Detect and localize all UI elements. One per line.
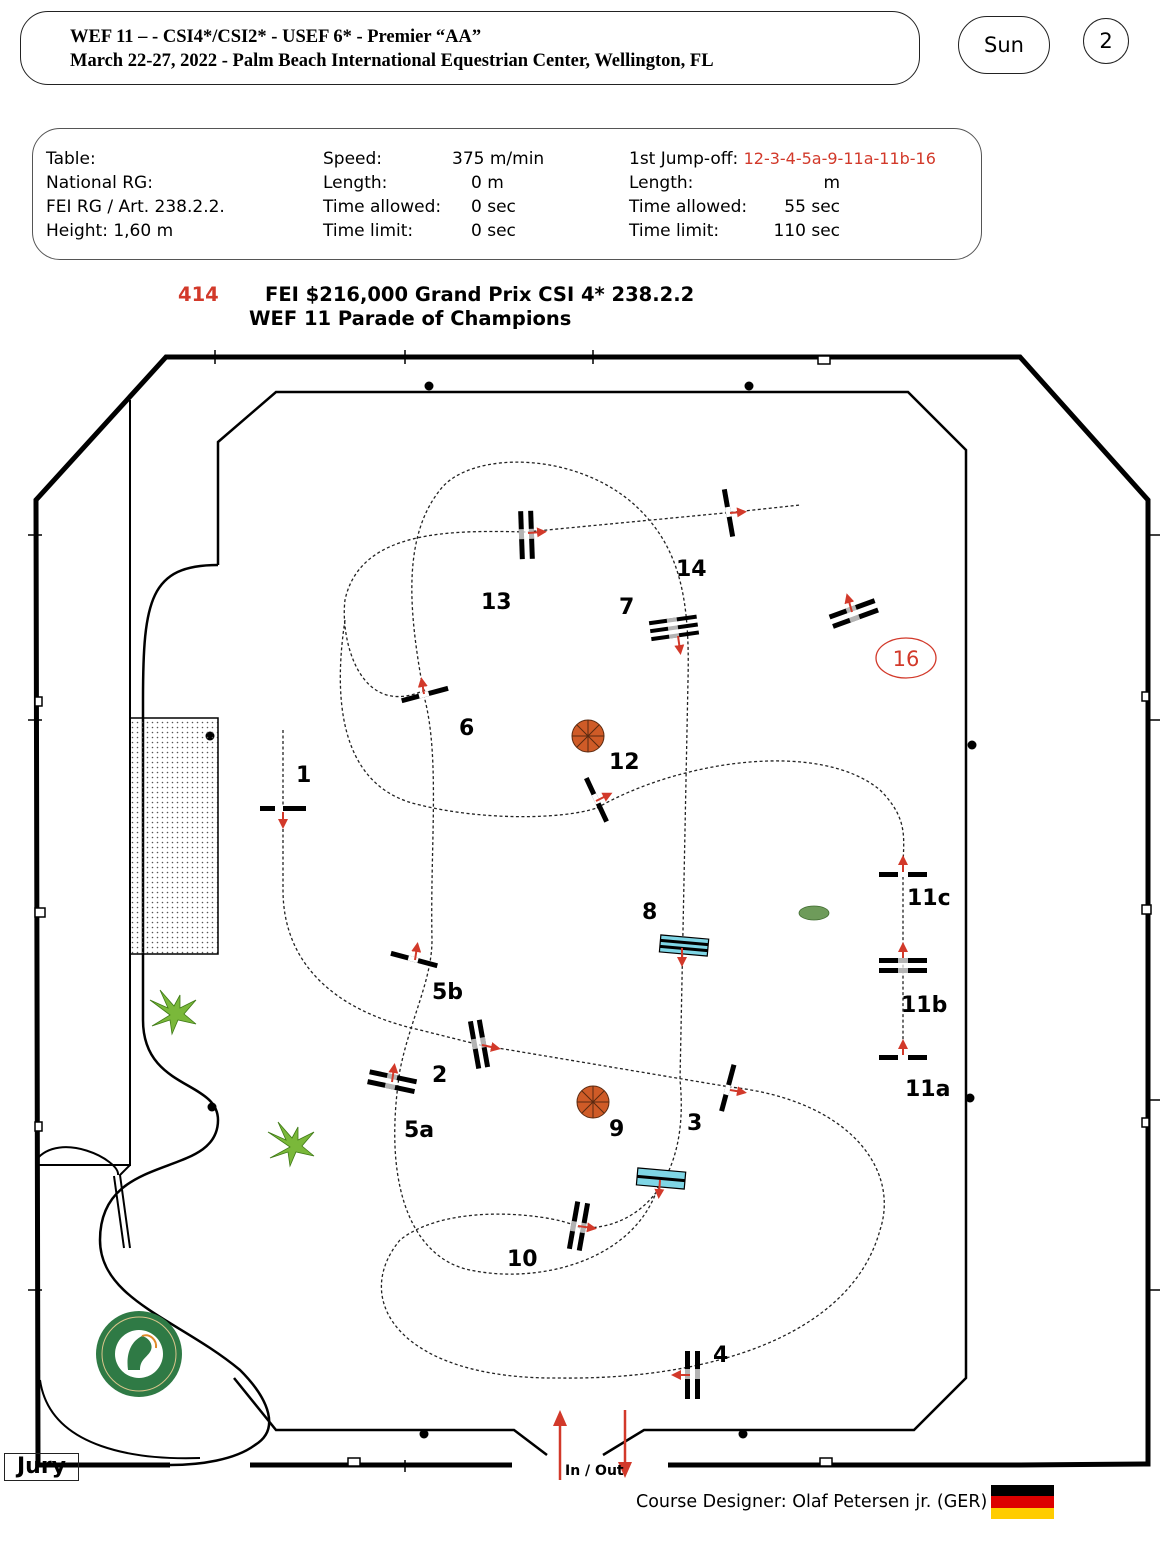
- obstacle-labels: [296, 557, 951, 1368]
- flag-stripe-gold: [991, 1508, 1054, 1519]
- info-national-rg: National RG:: [46, 173, 153, 193]
- obstacle-7-arrow: [678, 636, 680, 650]
- obstacle-9: [636, 1168, 685, 1189]
- info-time-limit-value: 0 sec: [471, 221, 516, 241]
- left-alley: [36, 400, 130, 1248]
- label-obstacle-8: 8: [642, 900, 658, 925]
- info-time-allowed-label: Time allowed:: [323, 197, 442, 217]
- entrance-in-arrowhead: [553, 1410, 567, 1426]
- info-jo-length-value: m: [823, 173, 840, 193]
- label-obstacle-7: 7: [619, 595, 635, 620]
- umbrella-decoration: [572, 720, 604, 752]
- obstacle-14-arrow: [730, 512, 742, 513]
- flag-stripe-red: [991, 1496, 1054, 1507]
- page-number-badge: 2: [1083, 18, 1129, 64]
- info-length-label: Length:: [323, 173, 388, 193]
- label-obstacle-11a: 11a: [905, 1077, 951, 1102]
- label-obstacle-6: 6: [459, 716, 475, 741]
- info-time-allowed-value: 0 sec: [471, 197, 516, 217]
- info-jo-time-limit-value: 110 sec: [773, 221, 840, 241]
- germany-flag: [991, 1485, 1054, 1519]
- label-obstacle-2: 2: [432, 1063, 448, 1088]
- event-dates-venue: March 22-27, 2022 - Palm Beach International Equestrian Center, Wellington, FL: [70, 51, 714, 71]
- info-jo-time-limit-label: Time limit:: [629, 221, 720, 241]
- label-obstacle-11c: 11c: [907, 886, 951, 911]
- label-obstacle-14: 14: [676, 557, 707, 582]
- info-jumpoff-label: 1st Jump-off:: [629, 149, 739, 169]
- info-jumpoff-sequence: 12-3-4-5a-9-11a-11b-16: [743, 149, 936, 168]
- obstacle-1: [260, 806, 306, 824]
- light-poles: [206, 382, 977, 1439]
- class-subtitle: WEF 11 Parade of Champions: [249, 307, 572, 330]
- info-length-value: 0 m: [471, 173, 504, 193]
- class-number: 414: [178, 283, 219, 306]
- lower-left-curve: [36, 1147, 118, 1175]
- obstacle-3: [719, 1064, 736, 1112]
- info-speed-label: Speed:: [323, 149, 383, 169]
- info-table-label: Table:: [46, 149, 96, 169]
- judges-stand: [130, 718, 218, 954]
- inner-arena-ring: [218, 392, 966, 1455]
- info-jo-length-label: Length:: [629, 173, 694, 193]
- shrub-decoration: [799, 906, 829, 920]
- obstacle-16: [829, 598, 879, 629]
- obstacle-6-arrow: [422, 682, 424, 694]
- label-obstacle-1: 1: [296, 763, 312, 788]
- obstacle-9-arrow: [659, 1180, 660, 1194]
- info-speed-value: 375 m/min: [452, 149, 545, 169]
- umbrella-decoration-2: [577, 1086, 609, 1118]
- wef-logo: [96, 1311, 182, 1397]
- info-jo-time-allowed-value: 55 sec: [784, 197, 840, 217]
- flag-stripe-black: [991, 1485, 1054, 1496]
- label-obstacle-16: 16: [892, 647, 920, 671]
- obstacle-2: [468, 1019, 490, 1069]
- info-time-limit-label: Time limit:: [323, 221, 414, 241]
- class-title: FEI $216,000 Grand Prix CSI 4* 238.2.2: [265, 283, 695, 306]
- obstacle-7: [649, 615, 699, 641]
- label-obstacle-11b: 11b: [901, 993, 948, 1018]
- entrance-label: In / Out: [565, 1463, 624, 1479]
- label-obstacle-13: 13: [481, 590, 512, 615]
- label-obstacle-10: 10: [507, 1247, 538, 1272]
- jury-box: Jury: [4, 1453, 79, 1481]
- day-badge: Sun: [958, 16, 1050, 74]
- info-jo-time-allowed-label: Time allowed:: [629, 197, 748, 217]
- label-obstacle-9: 9: [609, 1117, 625, 1142]
- obstacle-11a: [879, 1044, 927, 1060]
- label-obstacle-5a: 5a: [404, 1118, 435, 1143]
- obstacle-11c: [879, 860, 927, 877]
- label-obstacle-3: 3: [687, 1111, 703, 1136]
- info-height: Height: 1,60 m: [46, 221, 174, 241]
- label-obstacle-4: 4: [713, 1343, 729, 1368]
- obstacle-13-arrow: [528, 532, 542, 533]
- label-obstacle-5b: 5b: [432, 980, 464, 1005]
- obstacle-8: [659, 935, 708, 956]
- info-fei-rg: FEI RG / Art. 238.2.2.: [46, 197, 225, 217]
- obstacle-3-arrow: [730, 1090, 742, 1092]
- course-designer: Course Designer: Olaf Petersen jr. (GER): [636, 1492, 988, 1512]
- obstacle-13: [518, 511, 535, 559]
- obstacle-11b: [879, 947, 927, 973]
- event-title: WEF 11 – - CSI4*/CSI2* - USEF 6* - Premier “AA”: [70, 27, 482, 47]
- label-obstacle-12: 12: [609, 750, 640, 775]
